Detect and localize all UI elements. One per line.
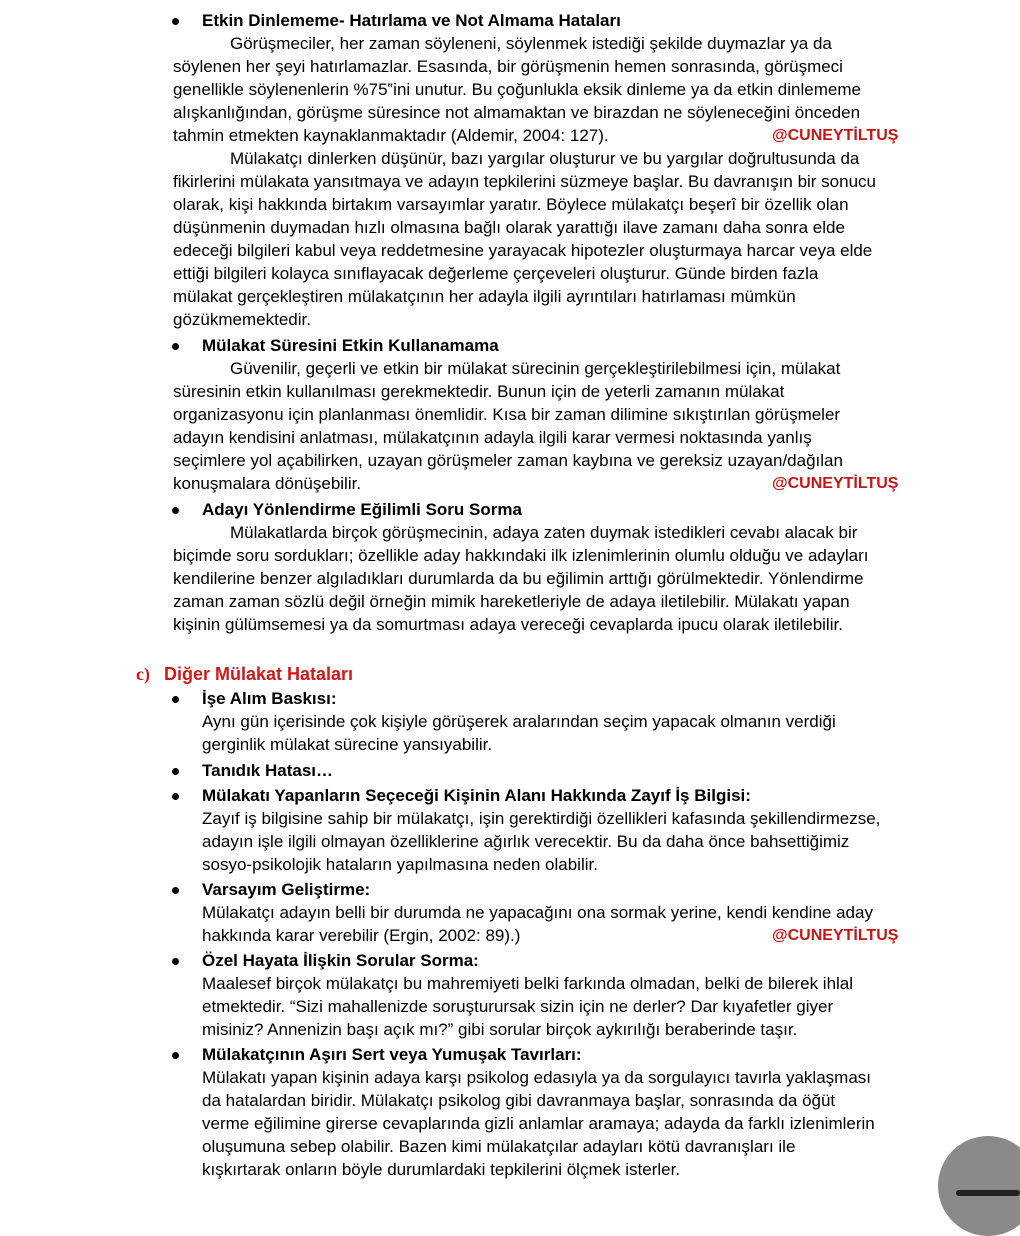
paragraph-line: konuşmalara dönüşebilir. — [173, 474, 362, 493]
paragraph-line: verme eğilimine girerse cevaplarında gizli anlamlar aramaya; adayda da farklı izlenimlerin — [202, 1114, 875, 1133]
watermark-handle: @CUNEYTİLTUŞ — [772, 127, 899, 144]
paragraph-line: gözükmemektedir. — [173, 310, 311, 329]
paragraph-line: kişinin gülümsemesi ya da somurtması adaya vereceği cevaplarda ipucu olarak iletilebilir. — [173, 615, 843, 634]
bullet-icon — [172, 696, 179, 703]
paragraph-line: kendilerine benzer algıladıkları durumlarda da bu eğilimin arttığı görülmektedir. Yönlendirme — [173, 569, 864, 588]
bullet-icon — [172, 1052, 179, 1059]
paragraph-line: Zayıf iş bilgisine sahip bir mülakatçı, işin gerektirdiği özellikleri kafasında şekillendirmezse, — [202, 809, 881, 828]
bullet-icon — [172, 958, 179, 965]
paragraph-line: düşünmenin duymadan hızlı olmasına bağlı olarak yarattığı ilave zamanı daha sonra elde — [173, 218, 845, 237]
paragraph-line: gerginlik mülakat sürecine yansıyabilir. — [202, 735, 493, 754]
paragraph-line: söylenen her şeyi hatırlamazlar. Esasında, bir görüşmenin hemen sonrasında, görüşmeci — [173, 57, 843, 76]
bullet-heading: İşe Alım Baskısı: — [202, 689, 337, 708]
bullet-heading: Mülakat Süresini Etkin Kullanamama — [202, 336, 499, 355]
bullet-icon — [172, 343, 179, 350]
bullet-heading: Varsayım Geliştirme: — [202, 880, 371, 899]
paragraph-line: kışkırtarak onların böyle durumlardaki tepkilerini ölçmek isterler. — [202, 1160, 681, 1179]
paragraph-line: Mülakatlarda birçok görüşmecinin, adaya zaten duymak istedikleri cevabı alacak bir — [230, 523, 858, 542]
paragraph-line: adayın kendisini anlatması, mülakatçının adayla ilgili karar vermesi noktasında yanlış — [173, 428, 812, 447]
paragraph-line: Güvenilir, geçerli ve etkin bir mülakat sürecinin gerçekleştirilebilmesi için, mülakat — [230, 359, 841, 378]
bullet-heading: Adayı Yönlendirme Eğilimli Soru Sorma — [202, 500, 522, 519]
bullet-heading: Mülakatçının Aşırı Sert veya Yumuşak Tavırları: — [202, 1045, 582, 1064]
scroll-bar-icon — [956, 1190, 1020, 1196]
paragraph-line: fikirlerini mülakata yansıtmaya ve adayın tepkilerini süzmeye başlar. Bu davranışın bir sonucu — [173, 172, 877, 191]
paragraph-line: Mülakatçı dinlerken düşünür, bazı yargılar oluşturur ve bu yargılar doğrultusunda da — [230, 149, 860, 168]
paragraph-line: Aynı gün içerisinde çok kişiyle görüşerek aralarından seçim yapacak olmanın verdiği — [202, 712, 836, 731]
bullet-icon — [172, 18, 179, 25]
paragraph-line: mülakat gerçekleştiren mülakatçının her adayla ilgili ayrıntıları hatırlaması mümkün — [173, 287, 796, 306]
paragraph-line: misiniz? Annenizin başı açık mı?” gibi sorular birçok aykırılığı beraberinde taşır. — [202, 1020, 798, 1039]
paragraph-line: adayın işle ilgili olmayan özelliklerine ağırlık verecektir. Bu da daha önce bahsettiğimiz — [202, 832, 850, 851]
watermark-handle: @CUNEYTİLTUŞ — [772, 475, 899, 492]
paragraph-line: da hatalardan biridir. Mülakatçı psikolog gibi davranmaya başlar, sonrasında da öğüt — [202, 1091, 836, 1110]
paragraph-line: organizasyonu için planlanması önemlidir. Kısa bir zaman dilimine sıkıştırılan görüşmeler — [173, 405, 841, 424]
paragraph-line: olarak, kişi hakkında birtakım varsayımlar yaratır. Böylece mülakatçı beşerî bir özellik olan — [173, 195, 849, 214]
paragraph-line: süresinin etkin kullanılması gerekmektedir. Bunun için de yeterli zamanın mülakat — [173, 382, 785, 401]
bullet-icon — [172, 793, 179, 800]
paragraph-line: seçimlere yol açabilirken, uzayan görüşmeler zaman kaybına ve gereksiz uzayan/dağılan — [173, 451, 843, 470]
paragraph-line: Mülakatı yapan kişinin adaya karşı psikolog edasıyla ya da sorgulayıcı tavırla yaklaşması — [202, 1068, 871, 1087]
bullet-heading: Özel Hayata İlişkin Sorular Sorma: — [202, 951, 479, 970]
paragraph-line: zaman zaman sözlü değil örneğin mimik hareketleriyle de adaya iletilebilir. Mülakatı yapan — [173, 592, 850, 611]
paragraph-line: tahmin etmekten kaynaklanmaktadır (Aldemir, 2004: 127). — [173, 126, 609, 145]
section-heading — [136, 662, 353, 686]
paragraph-line: edeceği bilgileri kabul veya reddetmesine yarayacak hipotezler oluşturmaya harcar veya elde — [173, 241, 873, 260]
paragraph-line: etmektedir. “Sizi mahallenizde soruşturursak sizin için ne derler? Dar kıyafetler giyer — [202, 997, 834, 1016]
watermark-handle: @CUNEYTİLTUŞ — [772, 927, 899, 944]
paragraph-line: ettiği bilgileri kolayca sınıflayacak değerleme çerçeveleri oluşturur. Günde birden fazla — [173, 264, 819, 283]
bullet-heading: Mülakatı Yapanların Seçeceği Kişinin Alanı Hakkında Zayıf İş Bilgisi: — [202, 786, 751, 805]
paragraph-line: oluşumuna sebep olabilir. Bazen kimi mülakatçılar adayları kötü davranışları ile — [202, 1137, 796, 1156]
paragraph-line: genellikle söylenenlerin %75‟ini unutur. Bu çoğunlukla eksik dinleme ya da etkin dinlememe — [173, 80, 861, 99]
bullet-icon — [172, 887, 179, 894]
bullet-icon — [172, 768, 179, 775]
paragraph-line: hakkında karar verebilir (Ergin, 2002: 89).) — [202, 926, 521, 945]
paragraph-line: Maalesef birçok mülakatçı bu mahremiyeti belki farkında olmadan, belki de bilerek ihlal — [202, 974, 854, 993]
bullet-heading: Tanıdık Hatası… — [202, 761, 333, 780]
paragraph-line: Görüşmeciler, her zaman söyleneni, söylenmek istediği şekilde duymazlar ya da — [230, 34, 832, 53]
paragraph-line: biçimde soru sordukları; özellikle aday hakkındaki ilk izlenimlerinin olumlu olduğu ve adayları — [173, 546, 869, 565]
paragraph-line: Mülakatçı adayın belli bir durumda ne yapacağını ona sormak yerine, kendi kendine aday — [202, 903, 873, 922]
paragraph-line: alışkanlığından, görüşme süresince not almamaktan ve birazdan ne söyleneceğini önceden — [173, 103, 861, 122]
bullet-heading: Etkin Dinlememe- Hatırlama ve Not Almama Hataları — [202, 11, 621, 30]
bullet-icon — [172, 507, 179, 514]
paragraph-line: sosyo-psikolojik hataların yapılmasına neden olabilir. — [202, 855, 598, 874]
section-letter: c) — [136, 664, 150, 684]
section-title: Diğer Mülakat Hataları — [163, 664, 354, 684]
